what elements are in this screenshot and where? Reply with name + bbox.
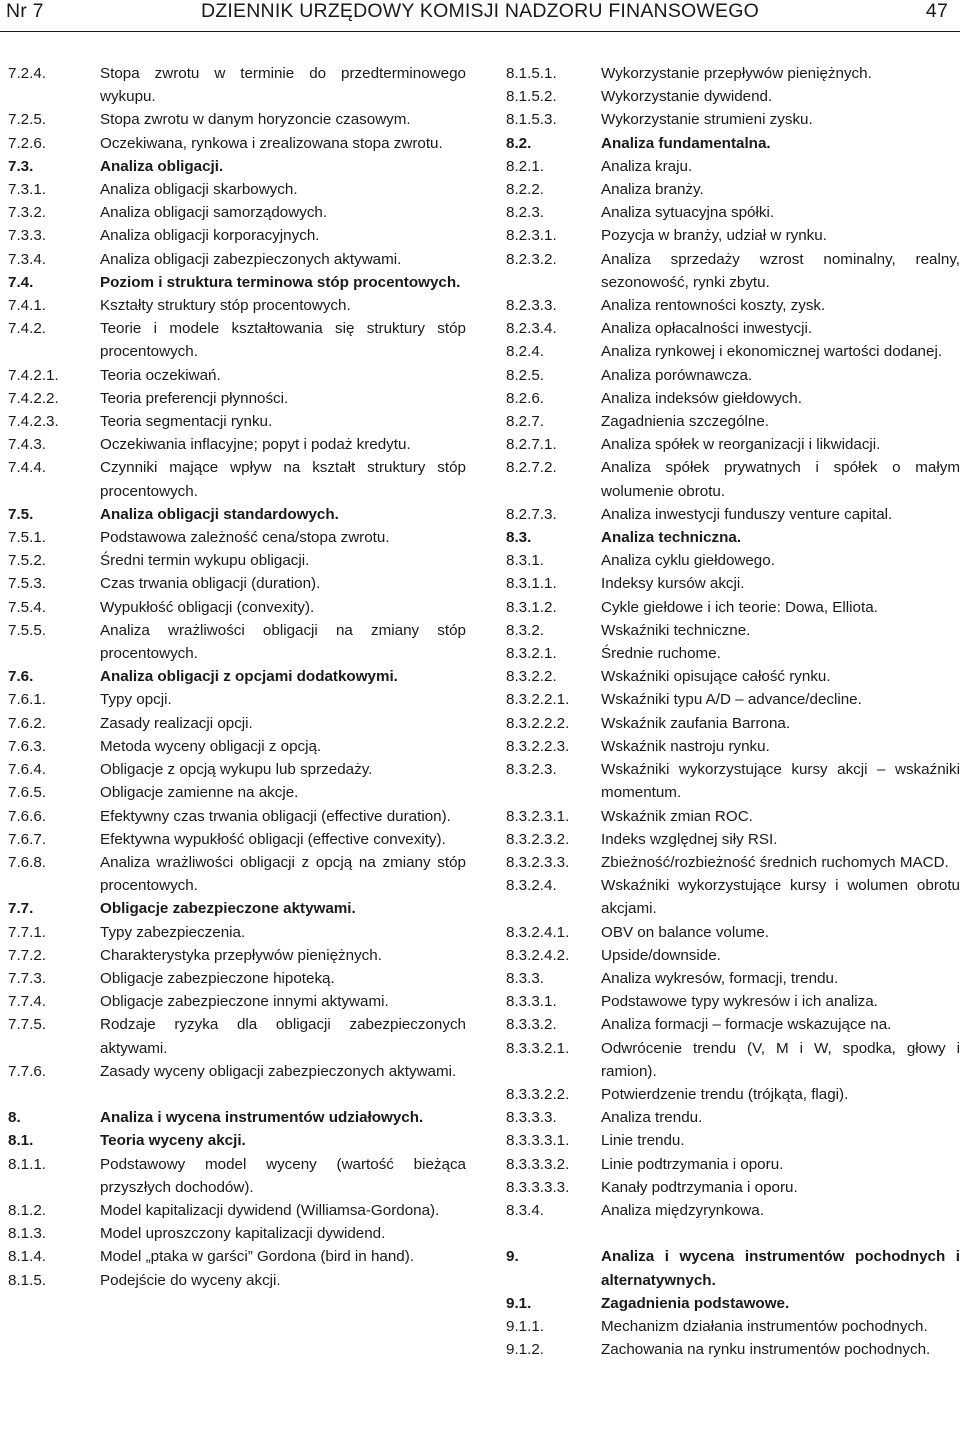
toc-entry: [506, 317, 960, 340]
section-heading: [8, 271, 466, 294]
entry-title: Analiza międzyrynkowa.: [601, 1201, 764, 1219]
entry-title: Analiza formacji – formacje wskazujące na.: [601, 1016, 892, 1034]
toc-entry: [8, 735, 466, 758]
toc-entry: [506, 944, 960, 967]
toc-entry: [506, 921, 960, 944]
toc-entry: [8, 549, 466, 572]
toc-entry: [506, 387, 960, 410]
entry-title: Odwrócenie trendu (V, M i W, spodka, głowy i ramion).: [601, 1039, 960, 1080]
toc-entry: [8, 944, 466, 967]
toc-entry: [8, 828, 466, 851]
entry-number: 7.3.1.: [8, 181, 46, 199]
entry-title: Analiza obligacji skarbowych.: [100, 181, 298, 199]
entry-number: 8.3.2.3.: [506, 761, 557, 779]
entry-title: Analiza porównawcza.: [601, 366, 753, 384]
toc-entry: [506, 1037, 960, 1083]
entry-number: 7.6.2.: [8, 714, 46, 732]
entry-number: 7.5.: [8, 505, 34, 523]
entry-number: 7.5.5.: [8, 621, 46, 639]
section-heading: [506, 132, 960, 155]
entry-title: Zasady realizacji opcji.: [100, 714, 253, 732]
entry-title: Wykorzystanie strumieni zysku.: [601, 111, 813, 129]
entry-title: Wskaźniki wykorzystujące kursy akcji – wskaźniki momentum.: [601, 761, 960, 802]
entry-title: Wypukłość obligacji (convexity).: [100, 598, 315, 616]
toc-entry: [8, 248, 466, 271]
journal-title: DZIENNIK URZĘDOWY KOMISJI NADZORU FINANSOWEGO: [201, 0, 759, 22]
toc-entry: [506, 1199, 960, 1222]
entry-title: Model „ptaka w garści” Gordona (bird in hand).: [100, 1248, 415, 1266]
entry-title: Model kapitalizacji dywidend (Williamsa-Gordona).: [100, 1201, 440, 1219]
toc-entry: [8, 572, 466, 595]
toc-entry: [8, 1269, 466, 1292]
entry-title: Podstawowy model wyceny (wartość bieżąca przyszłych dochodów).: [100, 1155, 466, 1196]
toc-entry: [506, 619, 960, 642]
entry-number: 7.4.2.: [8, 320, 46, 338]
entry-title: Obligacje zabezpieczone hipoteką.: [100, 969, 335, 987]
entry-number: 8.3.2.2.3.: [506, 737, 570, 755]
section-heading: [506, 1292, 960, 1315]
entry-title: Analiza i wycena instrumentów udziałowych.: [100, 1109, 424, 1127]
entry-title: Efektywna wypukłość obligacji (effective convexity).: [100, 830, 446, 848]
entry-number: 7.3.2.: [8, 204, 46, 222]
toc-entry: [8, 178, 466, 201]
entry-number: 7.7.6.: [8, 1062, 46, 1080]
entry-number: 8.2.3.3.: [506, 297, 557, 315]
entry-number: 7.6.: [8, 668, 34, 686]
entry-number: 8.2.7.1.: [506, 436, 557, 454]
entry-title: Indeksy kursów akcji.: [601, 575, 745, 593]
toc-entry: [506, 62, 960, 85]
toc-entry: [506, 572, 960, 595]
toc-entry: [506, 1315, 960, 1338]
entry-number: 7.3.: [8, 157, 34, 175]
entry-title: Analiza fundamentalna.: [601, 134, 771, 152]
entry-number: 7.4.4.: [8, 459, 46, 477]
entry-number: 7.7.5.: [8, 1016, 46, 1034]
entry-number: 9.1.1.: [506, 1317, 544, 1335]
entry-number: 7.4.3.: [8, 436, 46, 454]
entry-number: 7.7.3.: [8, 969, 46, 987]
toc-entry: [8, 410, 466, 433]
entry-number: 7.4.2.2.: [8, 389, 59, 407]
entry-number: 8.3.1.1.: [506, 575, 557, 593]
entry-number: 8.1.: [8, 1132, 34, 1150]
entry-number: 7.6.1.: [8, 691, 46, 709]
entry-title: Analiza rentowności koszty, zysk.: [601, 297, 826, 315]
entry-title: Analiza techniczna.: [601, 529, 742, 547]
toc-entry: [506, 340, 960, 363]
entry-title: Pozycja w branży, udział w rynku.: [601, 227, 827, 245]
entry-title: Analiza obligacji z opcjami dodatkowymi.: [100, 668, 398, 686]
entry-title: Oczekiwania inflacyjne; popyt i podaż kredytu.: [100, 436, 411, 454]
entry-title: Analiza wrażliwości obligacji na zmiany stóp procentowych.: [100, 621, 466, 663]
entry-title: Analiza wrażliwości obligacji z opcją na zmiany stóp procentowych.: [100, 853, 466, 895]
entry-title: Typy zabezpieczenia.: [100, 923, 246, 941]
section-heading: [8, 1106, 466, 1129]
toc-entry: [506, 967, 960, 990]
toc-entry: [506, 1083, 960, 1106]
entry-title: Czas trwania obligacji (duration).: [100, 575, 321, 593]
entry-number: 9.1.: [506, 1294, 532, 1312]
entry-title: Wykorzystanie przepływów pieniężnych.: [601, 65, 872, 82]
entry-number: 8.3.2.3.1.: [506, 807, 570, 825]
toc-entry: [506, 712, 960, 735]
toc-entry: [8, 688, 466, 711]
entry-number: 8.3.3.1.: [506, 993, 557, 1011]
toc-entry: [8, 1245, 466, 1268]
entry-title: Wskaźnik zaufania Barrona.: [601, 714, 791, 732]
entry-title: Metoda wyceny obligacji z opcją.: [100, 737, 322, 755]
section-heading: [8, 155, 466, 178]
entry-title: Teoria oczekiwań.: [100, 366, 221, 384]
entry-number: 8.2.7.3.: [506, 505, 557, 523]
entry-number: 8.3.2.4.1.: [506, 923, 570, 941]
toc-entry: [506, 1106, 960, 1129]
right-column: [506, 62, 960, 1361]
entry-number: 8.3.3.: [506, 969, 544, 987]
entry-number: 8.3.2.3.2.: [506, 830, 570, 848]
entry-title: Rodzaje ryzyka dla obligacji zabezpieczonych aktywami.: [100, 1016, 466, 1057]
toc-entry: [8, 805, 466, 828]
entry-title: Teorie i modele kształtowania się struktury stóp procentowych.: [100, 320, 466, 361]
entry-title: Zasady wyceny obligacji zabezpieczonych aktywami.: [100, 1062, 457, 1080]
entry-number: 8.1.5.2.: [506, 88, 557, 106]
toc-entry: [8, 526, 466, 549]
toc-entry: [506, 1338, 960, 1361]
entry-number: 8.1.5.3.: [506, 111, 557, 129]
entry-title: Wskaźniki techniczne.: [601, 621, 751, 639]
section-gap: [8, 1083, 466, 1106]
entry-title: Mechanizm działania instrumentów pochodnych.: [601, 1317, 928, 1335]
toc-entry: [8, 317, 466, 363]
entry-title: Teoria wyceny akcji.: [100, 1132, 246, 1150]
toc-entry: [506, 503, 960, 526]
toc-entry: [8, 201, 466, 224]
toc-entry: [506, 758, 960, 804]
entry-title: Analiza opłacalności inwestycji.: [601, 320, 813, 338]
toc-entry: [8, 364, 466, 387]
entry-number: 8.2.1.: [506, 157, 544, 175]
entry-number: 7.5.1.: [8, 529, 46, 547]
entry-number: 7.5.2.: [8, 552, 46, 570]
toc-entry: [506, 108, 960, 131]
entry-title: Linie podtrzymania i oporu.: [601, 1155, 784, 1173]
entry-title: Analiza kraju.: [601, 157, 693, 175]
entry-number: 8.3.2.2.1.: [506, 691, 570, 709]
entry-title: Wskaźniki wykorzystujące kursy i wolumen obrotu akcjami.: [601, 877, 960, 918]
entry-title: Zbieżność/rozbieżność średnich ruchomych MACD.: [601, 853, 949, 871]
toc-entry: [506, 1153, 960, 1176]
toc-entry: [506, 294, 960, 317]
entry-title: Typy opcji.: [100, 691, 172, 709]
entry-title: Analiza inwestycji funduszy venture capital.: [601, 505, 893, 523]
entry-title: Obligacje zabezpieczone aktywami.: [100, 900, 356, 918]
entry-number: 8.1.5.1.: [506, 65, 557, 82]
entry-title: Analiza spółek w reorganizacji i likwidacji.: [601, 436, 881, 454]
toc-entry: [506, 549, 960, 572]
toc-entry: [8, 1060, 466, 1083]
entry-number: 8.2.5.: [506, 366, 544, 384]
toc-entry: [506, 155, 960, 178]
entry-title: Analiza trendu.: [601, 1109, 703, 1127]
entry-title: Obligacje zabezpieczone innymi aktywami.: [100, 993, 389, 1011]
entry-title: Efektywny czas trwania obligacji (effective duration).: [100, 807, 451, 825]
entry-number: 7.2.6.: [8, 134, 46, 152]
entry-title: Poziom i struktura terminowa stóp procentowych.: [100, 273, 461, 291]
toc-entry: [506, 456, 960, 502]
entry-number: 8.3.3.2.2.: [506, 1085, 570, 1103]
section-heading: [506, 1245, 960, 1291]
entry-number: 7.2.5.: [8, 111, 46, 129]
entry-title: Analiza obligacji.: [100, 157, 224, 175]
entry-title: Analiza i wycena instrumentów pochodnych i alternatywnych.: [601, 1248, 960, 1289]
entry-number: 8.3.3.2.1.: [506, 1039, 570, 1057]
entry-title: Linie trendu.: [601, 1132, 685, 1150]
entry-title: Zachowania na rynku instrumentów pochodnych.: [601, 1341, 931, 1359]
entry-number: 7.4.2.3.: [8, 413, 59, 431]
left-column: [8, 62, 466, 1292]
toc-entry: [8, 1199, 466, 1222]
entry-title: Analiza obligacji samorządowych.: [100, 204, 328, 222]
toc-entry: [506, 433, 960, 456]
entry-number: 7.3.3.: [8, 227, 46, 245]
header-rule: [0, 31, 960, 32]
entry-number: 8.2.6.: [506, 389, 544, 407]
entry-number: 7.6.6.: [8, 807, 46, 825]
entry-number: 7.2.4.: [8, 65, 46, 82]
issue-number: Nr 7: [6, 0, 44, 22]
toc-entry: [506, 1176, 960, 1199]
entry-number: 7.6.5.: [8, 784, 46, 802]
section-heading: [8, 665, 466, 688]
entry-title: Analiza rynkowej i ekonomicznej wartości dodanej.: [601, 343, 943, 361]
entry-title: Analiza obligacji zabezpieczonych aktywami.: [100, 250, 402, 268]
entry-number: 7.6.4.: [8, 761, 46, 779]
entry-number: 8.2.3.: [506, 204, 544, 222]
entry-number: 8.3.3.3.: [506, 1109, 557, 1127]
entry-title: Teoria preferencji płynności.: [100, 389, 289, 407]
entry-number: 8.3.2.1.: [506, 645, 557, 663]
entry-title: Średnie ruchome.: [601, 645, 721, 663]
toc-entry: [8, 781, 466, 804]
toc-entry: [506, 596, 960, 619]
entry-number: 8.: [8, 1109, 21, 1127]
toc-entry: [8, 132, 466, 155]
entry-title: Analiza spółek prywatnych i spółek o małym wolumenie obrotu.: [601, 459, 960, 500]
entry-number: 8.3.1.: [506, 552, 544, 570]
entry-title: Model uproszczony kapitalizacji dywidend.: [100, 1225, 386, 1243]
toc-entry: [8, 1013, 466, 1059]
entry-title: Podstawowe typy wykresów i ich analiza.: [601, 993, 878, 1011]
section-heading: [8, 897, 466, 920]
toc-entry: [506, 735, 960, 758]
toc-entry: [8, 1153, 466, 1199]
entry-title: OBV on balance volume.: [601, 923, 770, 941]
entry-title: Teoria segmentacji rynku.: [100, 413, 273, 431]
entry-title: Wskaźnik nastroju rynku.: [601, 737, 770, 755]
toc-entry: [506, 874, 960, 920]
toc-entry: [8, 294, 466, 317]
entry-title: Stopa zwrotu w terminie do przedterminowego wykupu.: [100, 65, 466, 106]
entry-number: 8.1.4.: [8, 1248, 46, 1266]
entry-number: 8.2.3.4.: [506, 320, 557, 338]
entry-number: 8.3.4.: [506, 1201, 544, 1219]
entry-number: 8.2.3.1.: [506, 227, 557, 245]
page-number: 47: [925, 0, 948, 22]
toc-entry: [8, 921, 466, 944]
toc-entry: [506, 178, 960, 201]
toc-entry: [8, 967, 466, 990]
entry-number: 7.6.3.: [8, 737, 46, 755]
entry-title: Analiza sprzedaży wzrost nominalny, realny, sezonowość, rynki zbytu.: [601, 250, 960, 291]
toc-entry: [506, 85, 960, 108]
entry-title: Indeks względnej siły RSI.: [601, 830, 778, 848]
entry-number: 8.2.7.: [506, 413, 544, 431]
toc-entry: [8, 596, 466, 619]
entry-title: Potwierdzenie trendu (trójkąta, flagi).: [601, 1085, 849, 1103]
entry-title: Czynniki mające wpływ na kształt struktury stóp procentowych.: [100, 459, 466, 500]
entry-number: 8.3.2.2.2.: [506, 714, 570, 732]
entry-number: 7.4.1.: [8, 297, 46, 315]
entry-title: Charakterystyka przepływów pieniężnych.: [100, 946, 382, 964]
toc-entry: [8, 758, 466, 781]
toc-entry: [8, 433, 466, 456]
toc-entry: [8, 387, 466, 410]
toc-entry: [506, 410, 960, 433]
entry-number: 8.2.2.: [506, 181, 544, 199]
entry-number: 8.1.1.: [8, 1155, 46, 1173]
toc-entry: [8, 1222, 466, 1245]
toc-entry: [8, 712, 466, 735]
entry-title: Wykorzystanie dywidend.: [601, 88, 773, 106]
entry-number: 8.3.1.2.: [506, 598, 557, 616]
entry-number: 8.3.2.3.3.: [506, 853, 570, 871]
entry-number: 8.3.: [506, 529, 532, 547]
entry-number: 8.3.3.3.3.: [506, 1178, 570, 1196]
entry-title: Analiza sytuacyjna spółki.: [601, 204, 775, 222]
entry-title: Analiza cyklu giełdowego.: [601, 552, 775, 570]
toc-entry: [506, 642, 960, 665]
entry-number: 9.: [506, 1248, 519, 1266]
entry-number: 7.7.: [8, 900, 34, 918]
entry-title: Cykle giełdowe i ich teorie: Dowa, Elliota.: [601, 598, 878, 616]
page-header: [0, 0, 960, 26]
toc-entry: [8, 456, 466, 502]
toc-entry: [506, 201, 960, 224]
entry-title: Zagadnienia szczególne.: [601, 413, 770, 431]
entry-number: 7.7.1.: [8, 923, 46, 941]
entry-title: Wskaźniki opisujące całość rynku.: [601, 668, 831, 686]
entry-number: 7.7.2.: [8, 946, 46, 964]
entry-title: Oczekiwana, rynkowa i zrealizowana stopa zwrotu.: [100, 134, 443, 152]
entry-number: 7.6.7.: [8, 830, 46, 848]
entry-number: 8.3.3.3.1.: [506, 1132, 570, 1150]
entry-number: 8.2.: [506, 134, 532, 152]
entry-number: 8.2.3.2.: [506, 250, 557, 268]
entry-number: 8.2.4.: [506, 343, 544, 361]
toc-entry: [8, 224, 466, 247]
entry-title: Analiza obligacji standardowych.: [100, 505, 339, 523]
entry-title: Wskaźniki typu A/D – advance/decline.: [601, 691, 862, 709]
entry-number: 8.3.3.2.: [506, 1016, 557, 1034]
toc-entry: [506, 805, 960, 828]
section-gap: [506, 1222, 960, 1245]
entry-title: Wskaźnik zmian ROC.: [601, 807, 753, 825]
entry-title: Średni termin wykupu obligacji.: [100, 552, 310, 570]
entry-title: Kanały podtrzymania i oporu.: [601, 1178, 798, 1196]
entry-number: 8.3.3.3.2.: [506, 1155, 570, 1173]
entry-title: Analiza wykresów, formacji, trendu.: [601, 969, 839, 987]
entry-number: 7.4.: [8, 273, 34, 291]
entry-title: Podstawowa zależność cena/stopa zwrotu.: [100, 529, 390, 547]
toc-entry: [8, 62, 466, 108]
entry-number: 7.6.8.: [8, 853, 46, 871]
entry-number: 8.1.3.: [8, 1225, 46, 1243]
entry-number: 8.2.7.2.: [506, 459, 557, 477]
entry-number: 8.3.2.4.2.: [506, 946, 570, 964]
entry-number: 7.7.4.: [8, 993, 46, 1011]
toc-entry: [506, 828, 960, 851]
entry-title: Zagadnienia podstawowe.: [601, 1294, 790, 1312]
section-heading: [506, 526, 960, 549]
toc-entry: [506, 990, 960, 1013]
entry-title: Upside/downside.: [601, 946, 721, 964]
section-heading: [8, 1129, 466, 1152]
entry-number: 8.3.2.: [506, 621, 544, 639]
toc-entry: [506, 248, 960, 294]
entry-title: Analiza obligacji korporacyjnych.: [100, 227, 320, 245]
toc-entry: [506, 1013, 960, 1036]
toc-entry: [506, 364, 960, 387]
toc-entry: [506, 665, 960, 688]
toc-entry: [8, 619, 466, 665]
entry-number: 8.1.2.: [8, 1201, 46, 1219]
entry-title: Podejście do wyceny akcji.: [100, 1271, 281, 1289]
entry-number: 8.1.5.: [8, 1271, 46, 1289]
entry-title: Obligacje z opcją wykupu lub sprzedaży.: [100, 761, 373, 779]
toc-entry: [506, 851, 960, 874]
entry-number: 7.4.2.1.: [8, 366, 59, 384]
entry-number: 7.3.4.: [8, 250, 46, 268]
toc-entry: [8, 990, 466, 1013]
toc-entry: [506, 688, 960, 711]
toc-entry: [506, 224, 960, 247]
entry-title: Obligacje zamienne na akcje.: [100, 784, 299, 802]
entry-title: Kształty struktury stóp procentowych.: [100, 297, 351, 315]
entry-number: 7.5.3.: [8, 575, 46, 593]
entry-title: Analiza branży.: [601, 181, 704, 199]
toc-entry: [506, 1129, 960, 1152]
entry-title: Analiza indeksów giełdowych.: [601, 389, 802, 407]
section-heading: [8, 503, 466, 526]
entry-number: 8.3.2.2.: [506, 668, 557, 686]
entry-number: 8.3.2.4.: [506, 877, 557, 895]
entry-number: 7.5.4.: [8, 598, 46, 616]
entry-title: Stopa zwrotu w danym horyzoncie czasowym.: [100, 111, 411, 129]
toc-entry: [8, 108, 466, 131]
toc-entry: [8, 851, 466, 897]
entry-number: 9.1.2.: [506, 1341, 544, 1359]
